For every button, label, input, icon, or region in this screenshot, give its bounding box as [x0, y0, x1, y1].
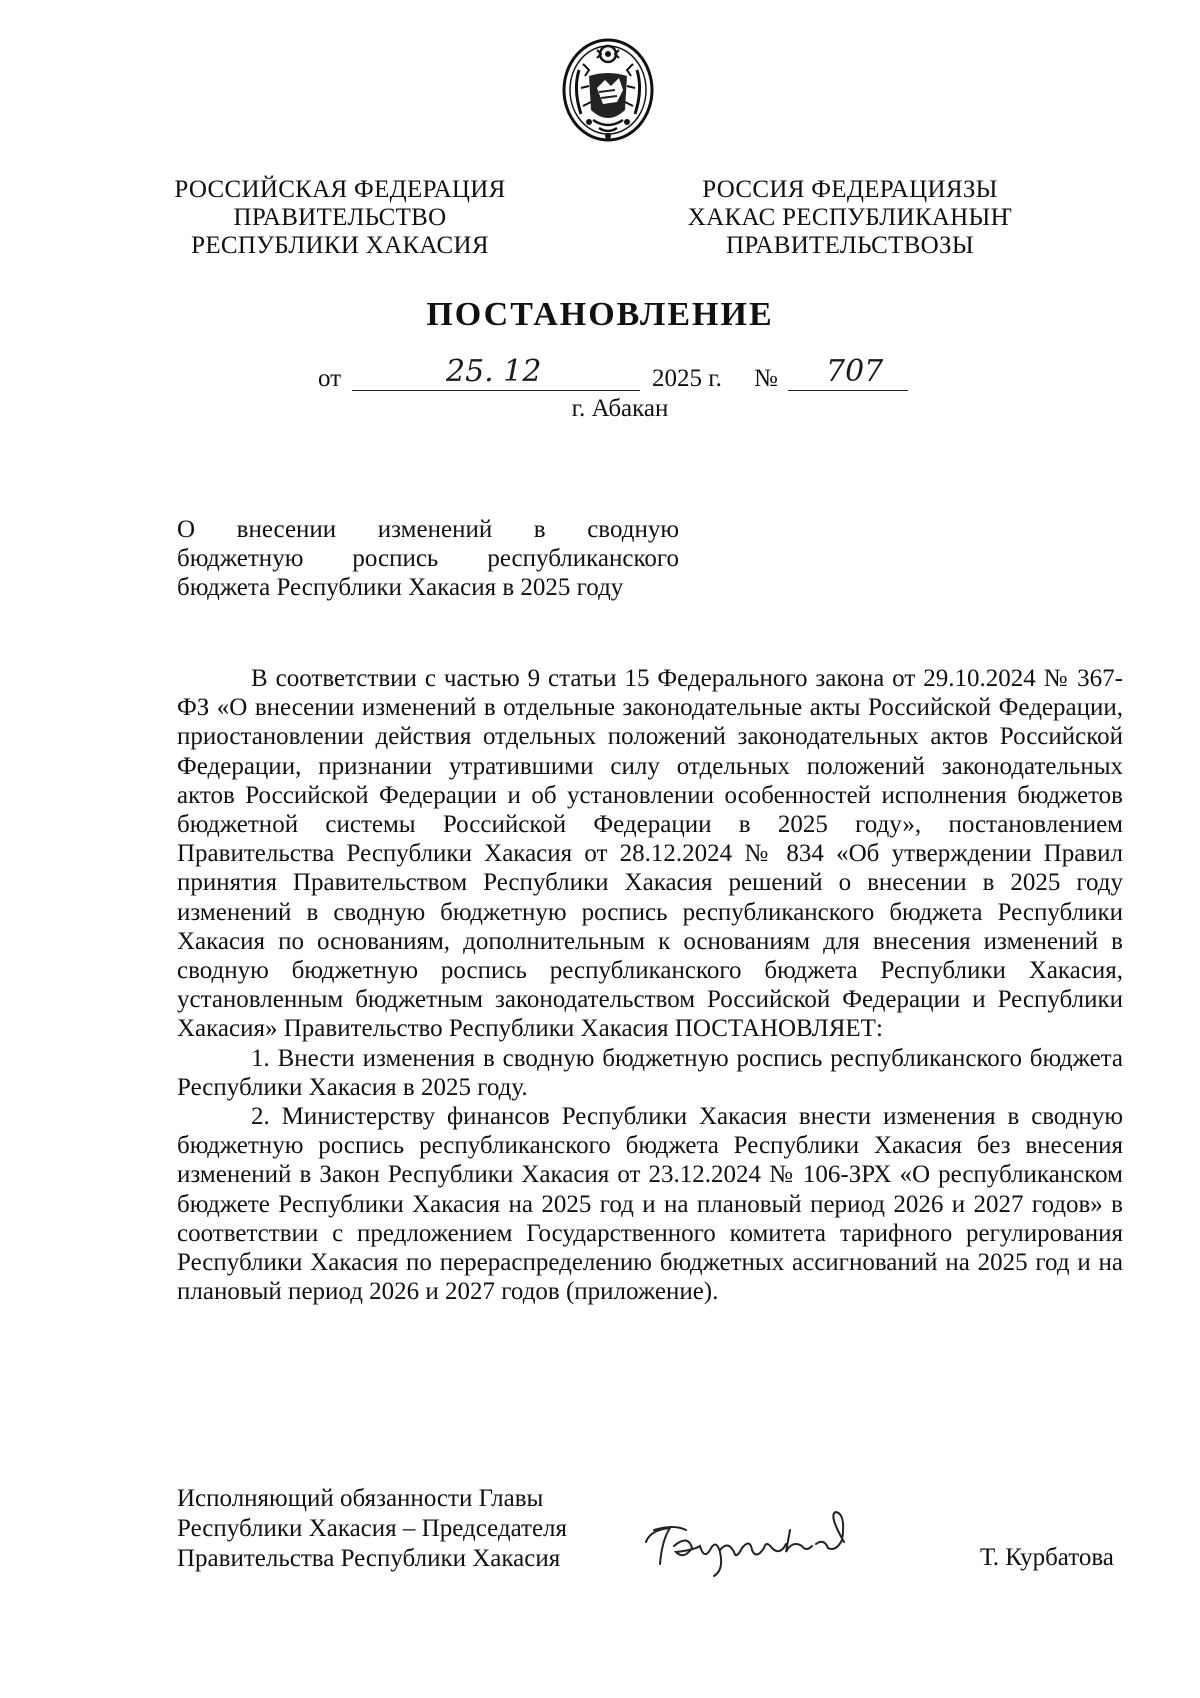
header-line: ХАКАС РЕСПУБЛИКАНЫҤ: [687, 204, 1013, 231]
body-paragraph: В соответствии с частью 9 статьи 15 Федерального закона от 29.10.2024 № 367-ФЗ «О внесении изменений в отдельные законодательные акты Российской Федерации, приостановлении действия отдельных положений законодательных актов Российской Федерации, признании утратившими силу отдельных положений законодательных актов Российской Федерации и об установлении особенностей исполнения бюджетов бюджетной системы Российской Федерации в 2025 году», постановлением Правительства Республики Хакасия от 28.12.2024 № 834 «Об утверждении Правил принятия Правительством Республики Хакасия решений о внесении в 2025 году изменений в сводную бюджетную роспись республиканского бюджета Республики Хакасия по основаниям, дополнительным к основаниям для внесения изменений в сводную бюджетную роспись республиканского бюджета Республики Хакасия, установленным бюджетным законодательством Российской Федерации и Республики Хакасия» Правительство Республики Хакасия ПОСТАНОВЛЯЕТ:: [177, 665, 1123, 1043]
document-type-title: ПОСТАНОВЛЕНИЕ: [426, 296, 774, 333]
header-line: РЕСПУБЛИКИ ХАКАСИЯ: [191, 232, 489, 259]
number-underline: [788, 390, 908, 391]
header-russian: [150, 176, 530, 260]
date-prefix: от: [318, 365, 342, 392]
signatory-position: [177, 1484, 567, 1574]
subject-line: бюджета Республики Хакасия в 2025 году: [177, 574, 624, 601]
header-line: РОССИЙСКАЯ ФЕДЕРАЦИЯ: [174, 176, 506, 203]
number-sign: №: [754, 365, 778, 392]
body-paragraph: 1. Внести изменения в сводную бюджетную роспись республиканского бюджета Республики Хакасия в 2025 году.: [177, 1044, 1123, 1101]
handwritten-signature: [640, 1490, 880, 1580]
document-subject: [177, 515, 679, 602]
body-paragraph: 2. Министерству финансов Республики Хакасия внести изменения в сводную бюджетную роспись республиканского бюджета Республики Хакасия без внесения изменений в Закон Республики Хакасия от 23.12.2024 № 106-ЗРХ «О республиканском бюджете Республики Хакасия на 2025 год и на плановый период 2026 и 2027 годов» в соответствии с предложением Государственного комитета тарифного регулирования Республики Хакасия по перераспределению бюджетных ассигнований на 2025 год и на плановый период 2026 и 2027 годов (приложение).: [177, 1103, 1123, 1306]
header-line: ПРАВИТЕЛЬСТВО: [233, 204, 447, 231]
signatory-name: Т. Курбатова: [980, 1544, 1114, 1571]
header-khakas: [660, 176, 1040, 260]
date-underline: [352, 390, 640, 391]
header-line: ПРАВИТЕЛЬСТВОЗЫ: [726, 232, 974, 259]
subject-line: О внесении изменений в сводную: [177, 516, 679, 543]
header-line: РОССИЯ ФЕДЕРАЦИЯЗЫ: [702, 176, 998, 203]
position-line: Исполняющий обязанности Главы: [177, 1485, 544, 1512]
document-body: [177, 664, 1123, 1306]
position-line: Республики Хакасия – Председателя: [177, 1515, 568, 1542]
city: г. Абакан: [571, 395, 669, 422]
handwritten-number: 707: [826, 354, 884, 389]
year-label: 2025 г.: [652, 365, 722, 392]
position-line: Правительства Республики Хакасия: [177, 1545, 561, 1572]
subject-line: бюджетную роспись республиканского: [177, 545, 679, 572]
coat-of-arms-emblem: [559, 30, 657, 146]
handwritten-date: 25. 12: [446, 354, 542, 389]
